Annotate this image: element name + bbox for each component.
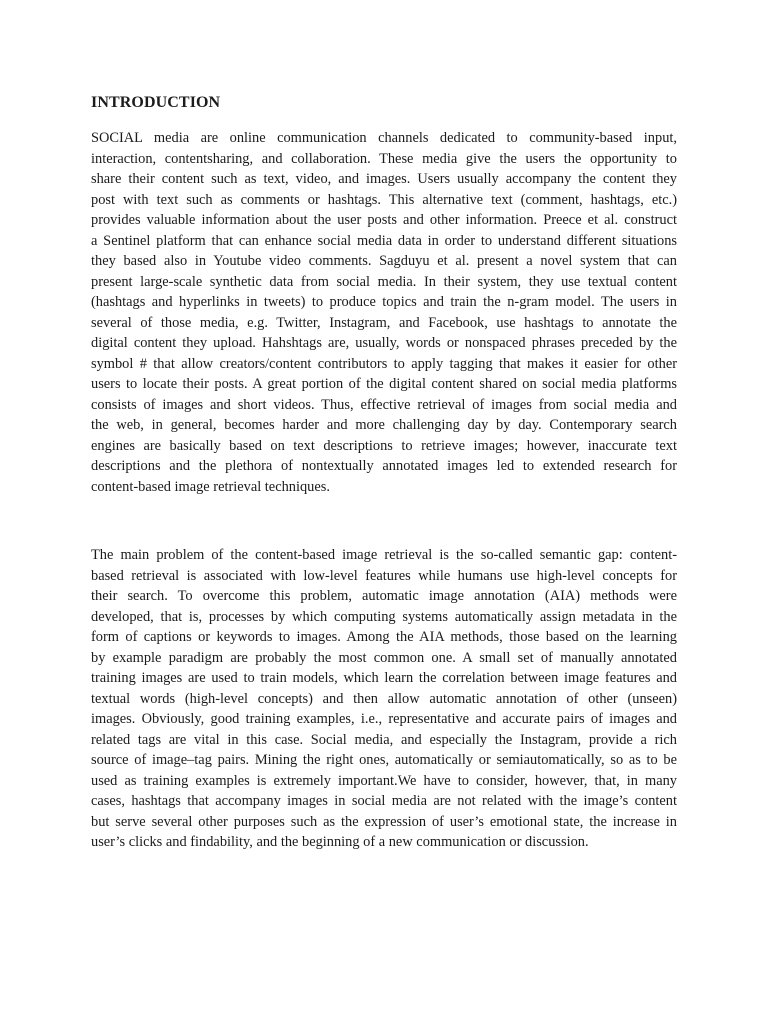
section-heading: INTRODUCTION — [91, 94, 221, 111]
paragraph-line: form of captions or keywords to images. Among the AIA methods, those based on the learning — [91, 629, 677, 645]
paragraph-line: consists of images and short videos. Thus, effective retrieval of images from social media and — [91, 396, 677, 413]
paragraph-line: share their content such as text, video, and images. Users usually accompany the content they — [91, 171, 677, 187]
paragraph-line: the web, in general, becomes harder and more challenging day by day. Contemporary search — [91, 417, 677, 433]
paragraph-line: cases, hashtags that accompany images in social media are not related with the image’s content — [91, 793, 677, 809]
paragraph-line: descriptions and the plethora of nontextually annotated images led to extended research for — [91, 458, 677, 474]
paragraph-line: images. Obviously, good training examples, i.e., representative and accurate pairs of images and — [91, 711, 677, 727]
paragraph-line: (hashtags and hyperlinks in tweets) to produce topics and train the n-gram model. The users in — [91, 294, 677, 310]
paragraph-line: content-based image retrieval techniques. — [91, 478, 330, 495]
paragraph-line: by example paradigm are probably the most common one. A small set of manually annotated — [91, 649, 677, 666]
paragraph-line: several of those media, e.g. Twitter, Instagram, and Facebook, use hashtags to annotate the — [91, 314, 677, 331]
paragraph-line: provides valuable information about the user posts and other information. Preece et al. construct — [91, 212, 677, 228]
paragraph-line: post with text such as comments or hashtags. This alternative text (comment, hashtags, etc.) — [91, 191, 677, 208]
paragraph-2 — [91, 545, 677, 853]
paragraph-line: users to locate their posts. A great portion of the digital content shared on social media platforms — [91, 376, 677, 392]
paragraph-line: related tags are vital in this case. Social media, and especially the Instagram, provide a rich — [91, 731, 677, 748]
paragraph-line: they based also in Youtube video comments. Sagduyu et al. present a novel system that can — [91, 253, 677, 269]
paragraph-line: based retrieval is associated with low-level features while humans use high-level concepts for — [91, 567, 677, 584]
paragraph-line: developed, that is, processes by which computing systems automatically assign metadata in the — [91, 608, 677, 625]
paragraph-line: used as training examples is extremely important.We have to consider, however, that, in many — [91, 772, 677, 789]
paragraph-line: a Sentinel platform that can enhance social media data in order to understand different situations — [91, 232, 677, 249]
paragraph-line: interaction, contentsharing, and collaboration. These media give the users the opportunity to — [91, 150, 677, 167]
paragraph-line: The main problem of the content-based image retrieval is the so-called semantic gap: content- — [91, 547, 677, 563]
paragraph-line: present large-scale synthetic data from social media. In their system, they use textual content — [91, 273, 677, 290]
paragraph-line: engines are basically based on text descriptions to retrieve images; however, inaccurate text — [91, 437, 677, 454]
paragraph-line: textual words (high-level concepts) and then allow automatic annotation of other (unseen) — [91, 690, 677, 707]
paragraph-line: source of image–tag pairs. Mining the right ones, automatically or semiautomatically, so as to be — [91, 752, 677, 768]
paragraph-line: but serve several other purposes such as the expression of user’s emotional state, the increase in — [91, 813, 677, 830]
paragraph-line: symbol # that allow creators/content contributors to apply tagging that makes it easier for other — [91, 355, 677, 372]
paragraph-line: user’s clicks and findability, and the beginning of a new communication or discussion. — [91, 834, 589, 850]
paragraph-line: digital content they upload. Hahshtags are, usually, words or nonspaced phrases preceded by the — [91, 335, 677, 351]
paragraph-line: training images are used to train models, which learn the correlation between image features and — [91, 670, 677, 686]
paragraph-1 — [91, 128, 677, 497]
paragraph-line: SOCIAL media are online communication channels dedicated to community-based input, — [91, 130, 677, 146]
paragraph-line: their search. To overcome this problem, automatic image annotation (AIA) methods were — [91, 588, 677, 604]
